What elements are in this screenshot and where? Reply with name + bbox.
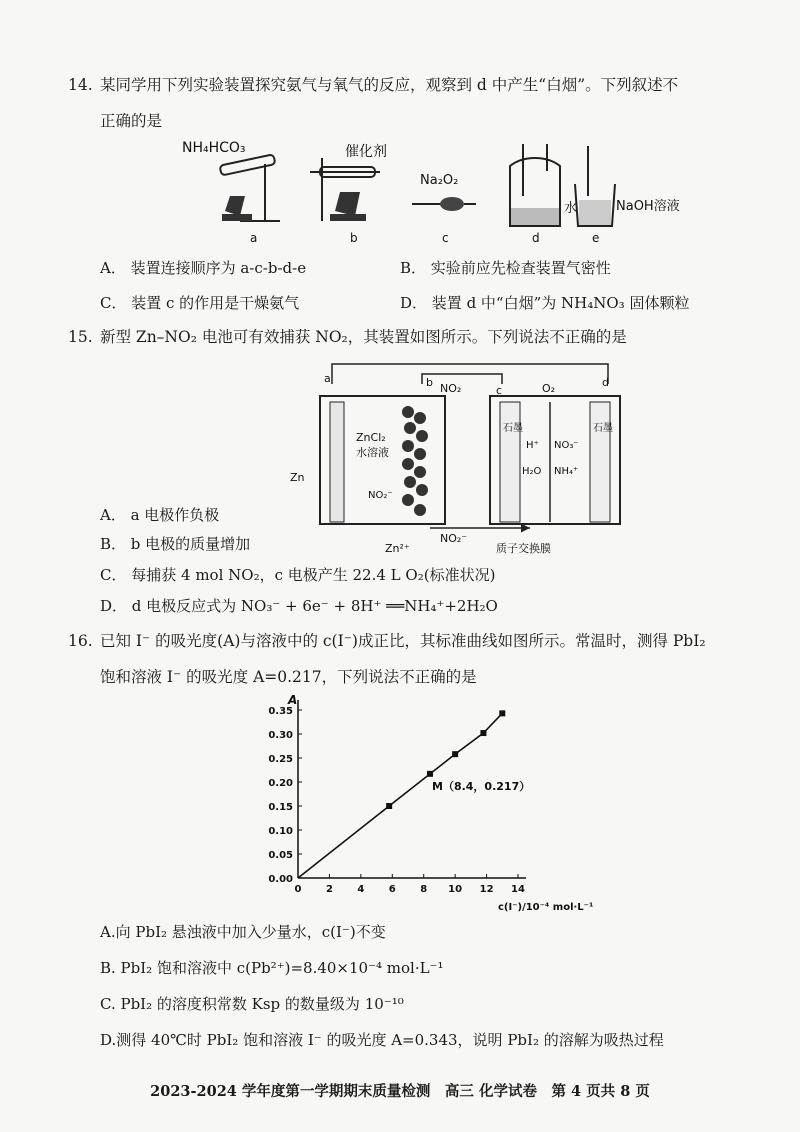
data-point bbox=[386, 803, 392, 809]
label-h2o: H₂O bbox=[522, 466, 542, 477]
label-no2-top: NO₂ bbox=[440, 382, 462, 395]
page-footer: 2023-2024 学年度第一学期期末质量检测 高三 化学试卷 第 4 页共 8 页 bbox=[150, 1083, 650, 1100]
apparatus-d bbox=[510, 144, 577, 245]
x-tick-label: 10 bbox=[448, 884, 463, 895]
x-tick-label: 6 bbox=[388, 884, 396, 895]
data-point bbox=[452, 751, 458, 757]
q15-stem bbox=[68, 326, 740, 348]
q16-option-d[interactable]: D.测得 40℃时 PbI₂ 饱和溶液 I⁻ 的吸光度 A=0.343，说明 PbI₂ 的溶解为吸热过程 bbox=[100, 1031, 664, 1049]
label-graphite-right: 石墨 bbox=[593, 423, 613, 434]
q14-number: 14. bbox=[68, 76, 93, 94]
label-a: a bbox=[250, 231, 258, 245]
label-na2o2: Na₂O₂ bbox=[420, 173, 459, 188]
y-tick-label: 0.05 bbox=[268, 850, 293, 861]
label-membrane: 质子交换膜 bbox=[496, 542, 551, 555]
label-no3: NO₃⁻ bbox=[554, 440, 579, 451]
q14-option-d[interactable]: D． 装置 d 中“白烟”为 NH₄NO₃ 固体颗粒 bbox=[400, 294, 690, 312]
q15-option-d[interactable]: D． d 电极反应式为 NO₃⁻ + 6e⁻ + 8H⁺ ══NH₄⁺+2H₂O bbox=[100, 597, 498, 615]
q15-option-a[interactable]: A． a 电极作负极 bbox=[100, 506, 220, 524]
y-tick-label: 0.35 bbox=[268, 706, 293, 717]
q16-option-c[interactable]: C. PbI₂ 的溶度积常数 Ksp 的数量级为 10⁻¹⁰ bbox=[100, 995, 404, 1013]
label-water: 水 bbox=[564, 201, 578, 216]
x-tick-label: 0 bbox=[294, 884, 302, 895]
q14-stem bbox=[68, 74, 740, 132]
q14-stem-line1: 某同学用下列实验装置探究氨气与氧气的反应，观察到 d 中产生“白烟”。下列叙述不 bbox=[100, 76, 679, 94]
data-point bbox=[480, 730, 486, 736]
y-axis-label: A bbox=[288, 693, 298, 707]
label-zn: Zn bbox=[290, 471, 305, 484]
label-catalyst: 催化剂 bbox=[345, 144, 387, 160]
x-tick-label: 14 bbox=[511, 884, 525, 895]
absorbance-chart bbox=[250, 690, 610, 915]
label-no2-minus-outer: NO₂⁻ bbox=[440, 532, 468, 545]
label-zncl2-1: ZnCl₂ bbox=[356, 431, 386, 444]
q16-number: 16. bbox=[68, 632, 93, 650]
q15-number: 15. bbox=[68, 328, 93, 346]
q16-option-a[interactable]: A.向 PbI₂ 悬浊液中加入少量水，c(I⁻)不变 bbox=[100, 923, 386, 941]
label-c: c bbox=[442, 231, 449, 245]
label-naoh: NaOH溶液 bbox=[616, 199, 680, 214]
standard-curve-line bbox=[298, 713, 502, 878]
q16-option-b[interactable]: B. PbI₂ 饱和溶液中 c(Pb²⁺)=8.40×10⁻⁴ mol·L⁻¹ bbox=[100, 959, 444, 977]
q16-stem-line2: 饱和溶液 I⁻ 的吸光度 A=0.217，下列说法不正确的是 bbox=[100, 668, 477, 686]
chart-marks bbox=[298, 710, 505, 878]
label-no2-minus-inner: NO₂⁻ bbox=[368, 490, 393, 501]
x-tick-label: 4 bbox=[357, 884, 365, 895]
data-point bbox=[499, 710, 505, 716]
label-d: d bbox=[602, 376, 609, 389]
label-d: d bbox=[532, 231, 540, 245]
q14-apparatus-diagram bbox=[180, 136, 700, 251]
label-b: b bbox=[350, 231, 358, 245]
q14-option-c[interactable]: C． 装置 c 的作用是干燥氨气 bbox=[100, 294, 300, 312]
x-tick-label: 12 bbox=[479, 884, 494, 895]
label-nh4hco3: NH₄HCO₃ bbox=[182, 140, 246, 156]
y-tick-label: 0.10 bbox=[268, 826, 293, 837]
label-zncl2-2: 水溶液 bbox=[356, 446, 389, 459]
q15-option-c[interactable]: C． 每捕获 4 mol NO₂，c 电极产生 22.4 L O₂(标准状况) bbox=[100, 566, 496, 584]
q16-stem-line1: 已知 I⁻ 的吸光度(A)与溶液中的 c(I⁻)成正比，其标准曲线如图所示。常温时，测得 PbI₂ bbox=[100, 632, 706, 650]
label-c: c bbox=[496, 384, 503, 397]
apparatus-c bbox=[412, 173, 476, 245]
y-tick-label: 0.20 bbox=[268, 778, 293, 789]
q15-option-b[interactable]: B． b 电极的质量增加 bbox=[100, 535, 251, 553]
q15-stem-text: 新型 Zn–NO₂ 电池可有效捕获 NO₂，其装置如图所示。下列说法不正确的是 bbox=[100, 328, 627, 346]
x-tick-label: 2 bbox=[325, 884, 333, 895]
label-graphite-left: 石墨 bbox=[503, 423, 523, 434]
label-nh4: NH₄⁺ bbox=[554, 466, 579, 477]
y-tick-label: 0.00 bbox=[268, 874, 293, 885]
q14-option-b[interactable]: B． 实验前应先检查装置气密性 bbox=[400, 259, 611, 277]
y-tick-label: 0.25 bbox=[268, 754, 293, 765]
q16-stem bbox=[68, 630, 760, 688]
label-o2: O₂ bbox=[542, 382, 556, 395]
point-m-annotation: M（8.4，0.217） bbox=[432, 779, 531, 793]
y-tick-label: 0.30 bbox=[268, 730, 293, 741]
label-e: e bbox=[592, 231, 600, 245]
x-tick-label: 8 bbox=[420, 884, 428, 895]
label-b: b bbox=[426, 376, 433, 389]
q14-stem-line2: 正确的是 bbox=[100, 112, 163, 130]
apparatus-a bbox=[182, 140, 280, 245]
q14-option-a[interactable]: A． 装置连接顺序为 a-c-b-d-e bbox=[100, 259, 307, 277]
label-zn2plus: Zn²⁺ bbox=[385, 542, 410, 555]
data-point bbox=[427, 771, 433, 777]
label-h-plus: H⁺ bbox=[526, 440, 539, 451]
apparatus-b bbox=[310, 143, 387, 245]
label-a: a bbox=[324, 372, 331, 385]
x-axis-label: c(I⁻)/10⁻⁴ mol·L⁻¹ bbox=[498, 902, 594, 913]
y-tick-label: 0.15 bbox=[268, 802, 293, 813]
apparatus-e bbox=[575, 146, 680, 245]
q15-battery-diagram bbox=[290, 356, 630, 556]
